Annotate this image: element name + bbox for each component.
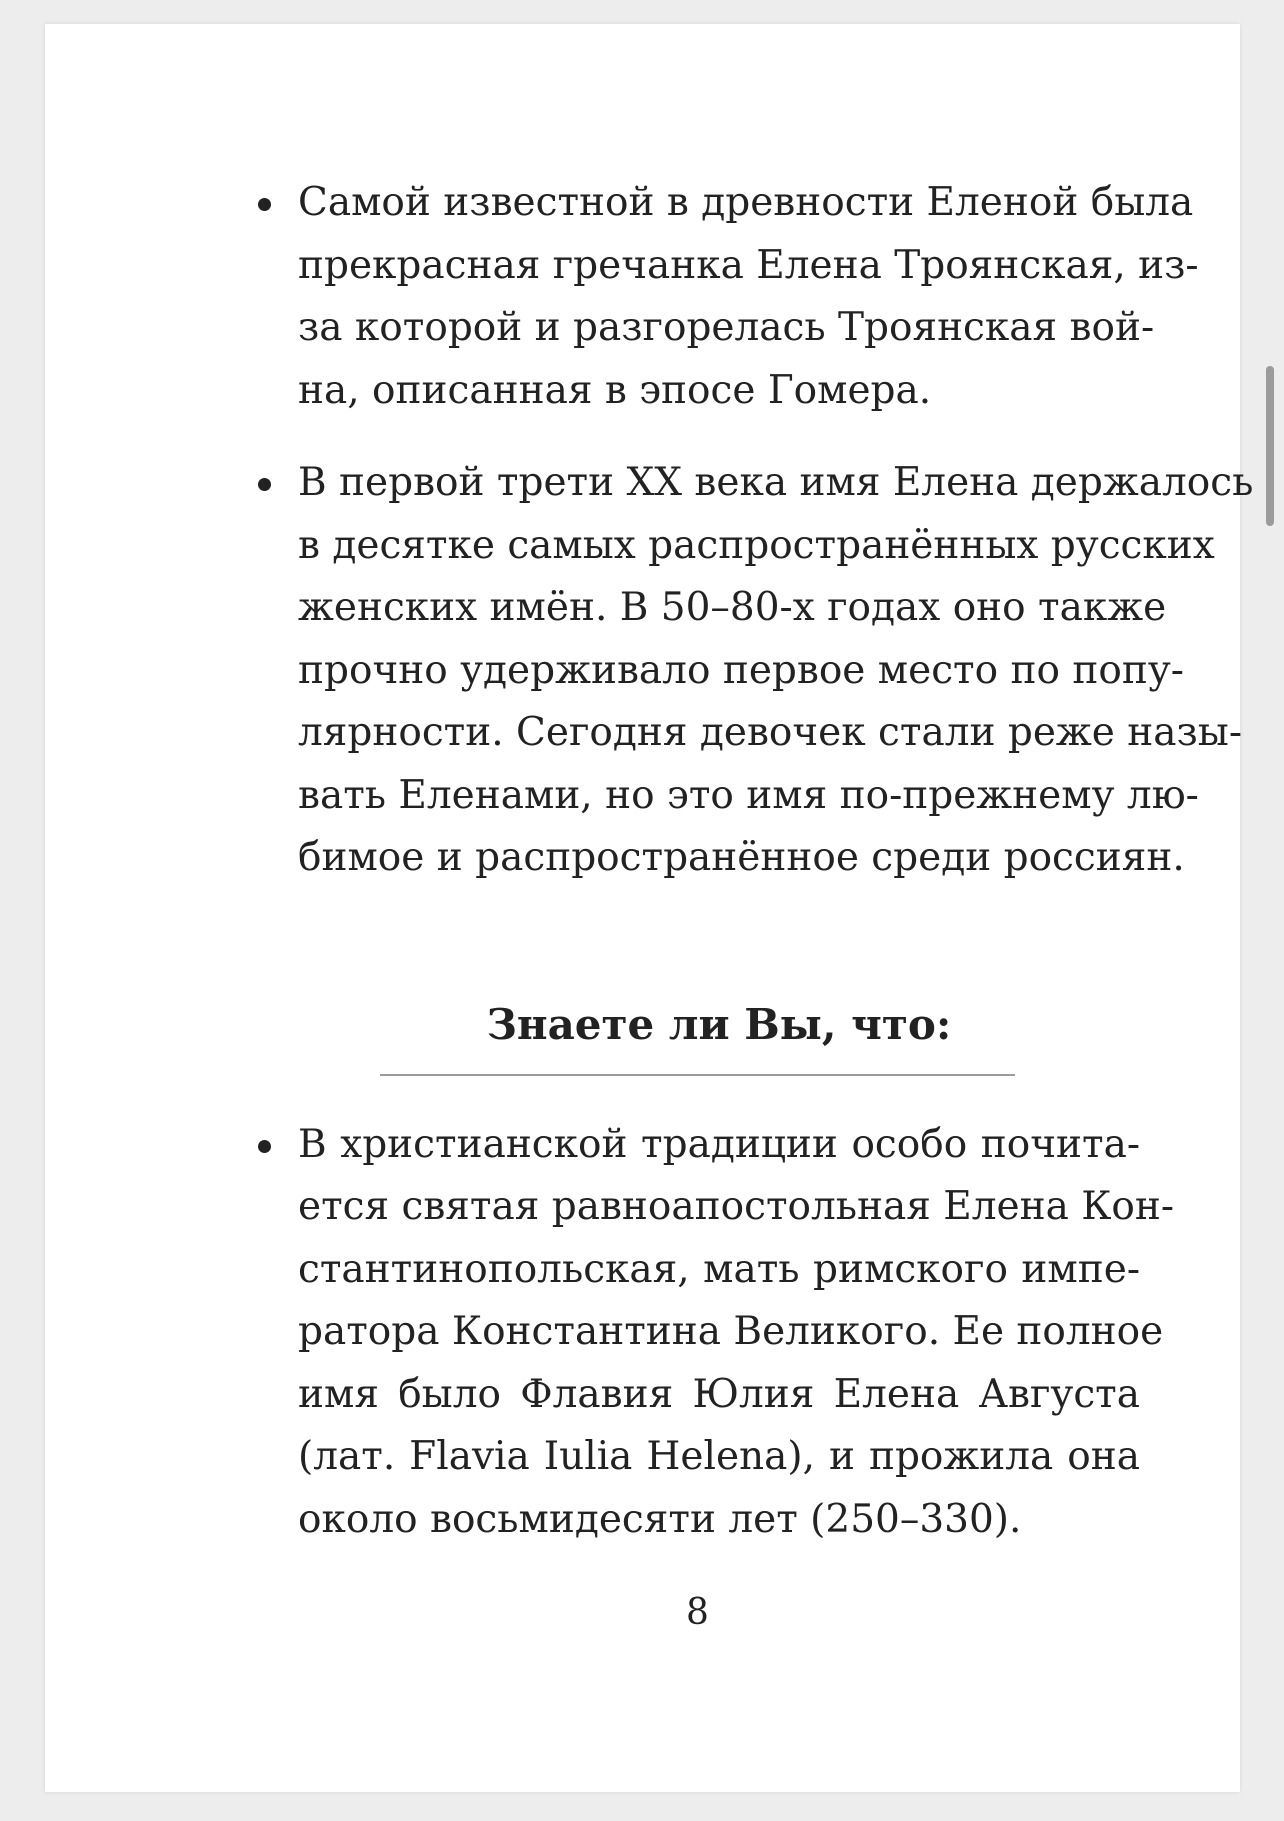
bullet-item xyxy=(250,1114,1175,1552)
text-line: бимое и распространённое среди россиян. xyxy=(298,835,1185,880)
text-line: прекрасная гречанка Елена Троянская, из- xyxy=(298,242,1199,288)
bullet-icon xyxy=(258,198,271,211)
section-heading: Знаете ли Вы, что: xyxy=(486,999,952,1049)
text-line: лярности. Сегодня девочек стали реже назы- xyxy=(298,710,1242,755)
bullet-item xyxy=(250,452,1254,890)
text-line: ратора Константина Великого. Ее полное xyxy=(298,1309,1164,1354)
bullet-item xyxy=(250,172,1199,422)
heading-divider xyxy=(380,1074,1015,1076)
text-line: прочно удерживало первое место по попу- xyxy=(298,647,1184,693)
text-line: В первой трети XX века имя Елена держалось xyxy=(298,460,1254,505)
text-line: В христианской традиции особо почита- xyxy=(298,1121,1140,1167)
page-number: 8 xyxy=(686,1592,709,1633)
text-line: вать Еленами, но это имя по-прежнему лю- xyxy=(298,772,1199,818)
text-line: ется святая равноапостольная Елена Кон- xyxy=(298,1184,1175,1229)
text-line: около восьмидесяти лет (250–330). xyxy=(298,1496,1022,1542)
text-line: Самой известной в древности Еленой была xyxy=(298,180,1194,225)
page-content xyxy=(250,172,1254,1551)
text-line: стантинопольская, мать римского импе- xyxy=(298,1246,1140,1292)
text-line: (лат. Flavia Iulia Helena), и прожила она xyxy=(298,1434,1140,1479)
bullet-icon xyxy=(258,478,271,491)
text-line: за которой и разгорелась Троянская вой- xyxy=(298,305,1155,350)
bullet-icon xyxy=(258,1140,271,1153)
text-line: на, описанная в эпосе Гомера. xyxy=(298,367,932,413)
text-line: имя было Флавия Юлия Елена Августа xyxy=(298,1371,1140,1417)
text-line: женских имён. В 50–80-х годах оно также xyxy=(298,585,1167,630)
scrollbar-thumb[interactable] xyxy=(1266,366,1274,526)
document-page xyxy=(45,24,1254,1792)
text-line: в десятке самых распространённых русских xyxy=(298,522,1215,568)
